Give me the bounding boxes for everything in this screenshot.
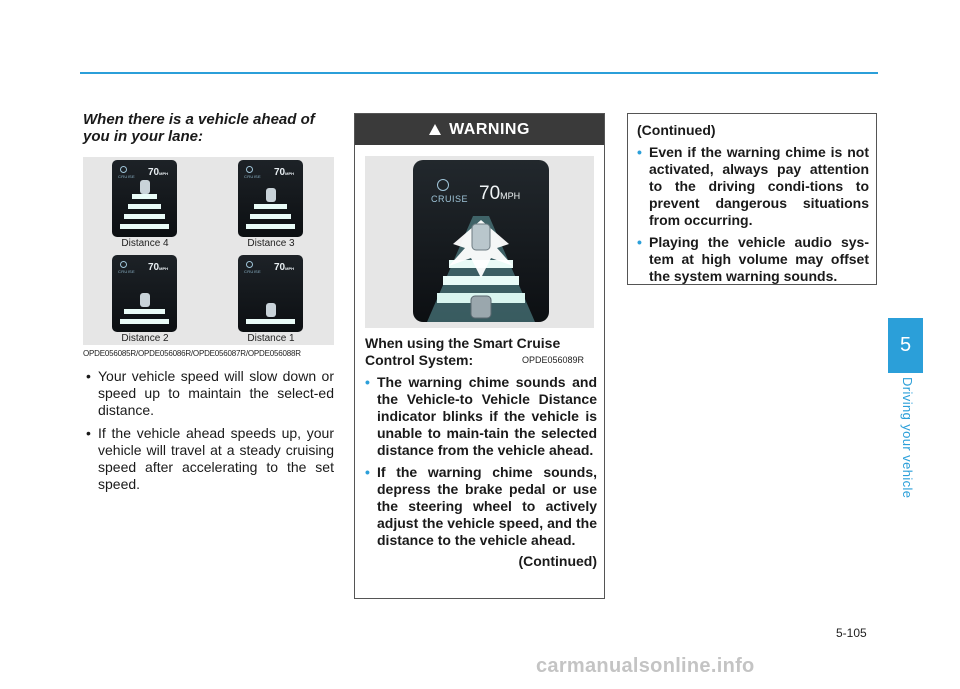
figure-cell-distance-3 xyxy=(209,157,333,250)
cruise-icon xyxy=(120,166,127,173)
cruise-label: CRUISE xyxy=(118,174,135,179)
watermark: carmanualsonline.info xyxy=(536,655,755,677)
figure-code: OPDE056089R xyxy=(521,355,584,365)
speed-readout: 70MPH xyxy=(148,262,169,273)
continued-warning-box xyxy=(627,113,877,285)
section-heading: When there is a vehicle ahead of you in your lane: xyxy=(83,111,315,145)
distance-figure xyxy=(83,157,334,345)
figure-cell-distance-2 xyxy=(83,252,207,345)
warning-box xyxy=(354,113,605,599)
cluster-display xyxy=(238,160,303,237)
cruise-icon xyxy=(246,261,253,268)
cruise-label: CRUISE xyxy=(244,269,261,274)
warning-title: WARNING xyxy=(449,121,530,138)
figure-label: Distance 1 xyxy=(247,333,295,344)
continued-label: (Continued) xyxy=(518,553,597,569)
speed-readout: 70MPH xyxy=(479,183,521,204)
cruise-icon xyxy=(120,261,127,268)
cluster-display xyxy=(112,255,177,332)
bullet-item: • Even if the warning chime is not activated, always pay attention to the driving condi-tions to prevent dangerous situations from occurring. xyxy=(637,144,869,229)
cruise-label: CRUISE xyxy=(118,269,135,274)
warning-intro: When using the Smart Cruise Control System: xyxy=(365,335,561,368)
body-bullet-list xyxy=(84,368,334,499)
bullet-item: • If the warning chime sounds, depress the brake pedal or use the steering wheel to actively adjust the vehicle speed, and the distance to the vehicle ahead. xyxy=(365,464,597,549)
bullet-item: • The warning chime sounds and the Vehicle-to Vehicle Distance indicator blinks if the vehicle is unable to main-tain the selected distance from the vehicle ahead. xyxy=(365,374,597,459)
cluster-display xyxy=(238,255,303,332)
bullet-item: • If the vehicle ahead speeds up, your vehicle will travel at a steady cruising speed after accelerating to the set speed. xyxy=(84,425,334,493)
chapter-tab-number: 5 xyxy=(888,318,923,373)
warning-body xyxy=(365,335,597,570)
bullet-item: • Playing the vehicle audio sys-tem at high volume may offset the system warning sounds. xyxy=(637,234,869,285)
speed-readout: 70MPH xyxy=(148,167,169,178)
figure-label: Distance 2 xyxy=(121,333,169,344)
warning-header xyxy=(355,114,604,145)
cluster-display xyxy=(112,160,177,237)
page-number: 5-105 xyxy=(836,626,867,640)
figure-cell-distance-4 xyxy=(83,157,207,250)
continued-label: (Continued) xyxy=(637,122,716,138)
lead-car-icon xyxy=(140,180,150,194)
lead-car-icon xyxy=(140,293,150,307)
figure-cell-distance-1 xyxy=(209,252,333,345)
road-graphic xyxy=(413,160,549,322)
lead-car-icon xyxy=(266,303,276,317)
warning-triangle-icon xyxy=(429,124,441,135)
speed-readout: 70MPH xyxy=(274,167,295,178)
bullet-item: • Your vehicle speed will slow down or speed up to maintain the select-ed distance. xyxy=(84,368,334,419)
cruise-icon xyxy=(246,166,253,173)
cruise-label: CRUISE xyxy=(431,194,469,204)
cluster-display xyxy=(413,160,549,322)
lead-car-icon xyxy=(266,188,276,202)
chapter-tab-title: Driving your vehicle xyxy=(900,377,915,499)
cruise-label: CRUISE xyxy=(244,174,261,179)
figure-label: Distance 3 xyxy=(247,238,295,249)
figure-label: Distance 4 xyxy=(121,238,169,249)
speed-readout: 70MPH xyxy=(274,262,295,273)
figure-caption: OPDE056085R/OPDE056086R/OPDE056087R/OPDE056088R xyxy=(83,349,301,358)
header-rule xyxy=(80,72,878,74)
